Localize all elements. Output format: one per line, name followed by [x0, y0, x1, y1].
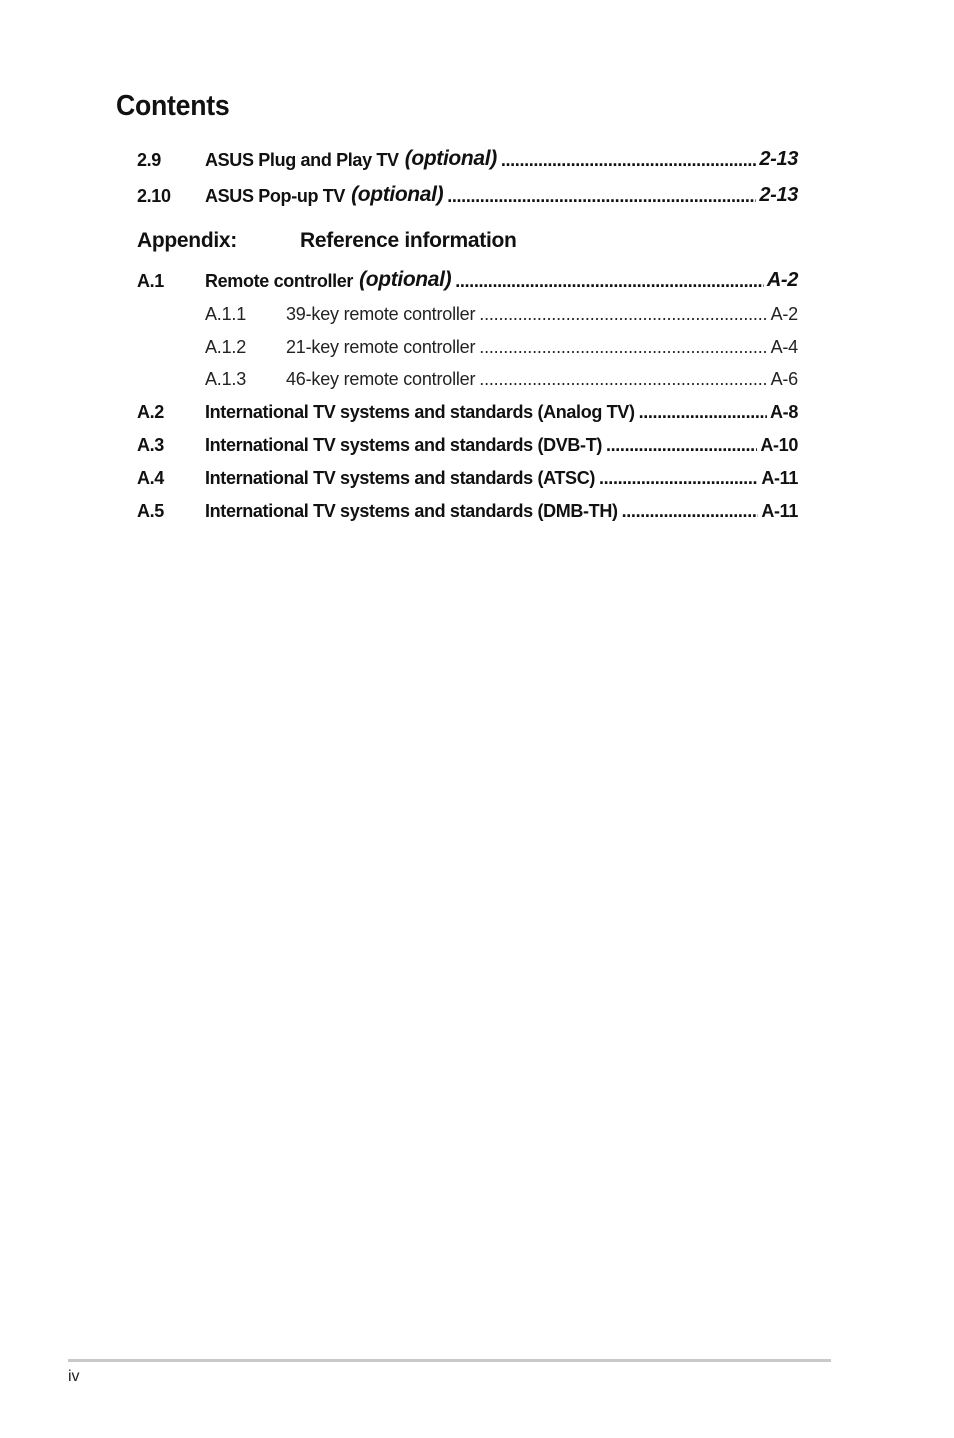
toc-number: A.1.3 [205, 369, 247, 389]
toc-leader [501, 150, 757, 171]
page-title: Contents [116, 90, 230, 122]
toc-page: A-11 [761, 468, 798, 488]
toc-number: A.1.2 [205, 337, 247, 357]
toc-page: A-8 [770, 402, 798, 422]
toc-leader [479, 304, 767, 325]
toc-leader [606, 435, 757, 456]
toc-number: A.1.1 [205, 304, 247, 324]
toc-text: 39-key remote controller [286, 304, 476, 324]
toc-text: ASUS Plug and Play TV [205, 150, 399, 170]
toc-entry-a-1-1[interactable] [205, 299, 798, 325]
toc-optional: (optional) [404, 147, 497, 170]
toc-page: A-2 [766, 269, 798, 291]
toc-entry-2-9[interactable] [137, 145, 798, 171]
toc-entry-a-2[interactable] [137, 397, 798, 423]
footer-divider [68, 1359, 831, 1362]
toc-entry-a-5[interactable] [137, 496, 798, 522]
toc-number: A.5 [137, 501, 164, 521]
appendix-label: Appendix: [137, 229, 237, 252]
toc-leader [479, 337, 767, 358]
appendix-heading [137, 229, 517, 253]
toc-entry-a-3[interactable] [137, 430, 798, 456]
toc-leader [639, 402, 767, 423]
toc-text: International TV systems and standards (Analog TV) [205, 402, 635, 422]
appendix-title: Reference information [300, 229, 517, 252]
toc-page: A-11 [761, 501, 798, 521]
toc-number: 2.9 [137, 150, 161, 170]
toc-entry-a-1[interactable] [137, 266, 798, 292]
toc-number: A.1 [137, 271, 164, 291]
toc-number: 2.10 [137, 186, 171, 206]
toc-leader [455, 271, 764, 292]
toc-number: A.4 [137, 468, 164, 488]
toc-text: International TV systems and standards (DVB-T) [205, 435, 602, 455]
toc-page: A-6 [770, 369, 798, 389]
toc-text: 21-key remote controller [286, 337, 476, 357]
footer-page-number: iv [68, 1368, 80, 1385]
toc-text: Remote controller [205, 271, 354, 291]
toc-entry-2-10[interactable] [137, 181, 798, 207]
toc-text: 46-key remote controller [286, 369, 476, 389]
toc-text: ASUS Pop-up TV [205, 186, 346, 206]
toc-entry-a-1-3[interactable] [205, 364, 798, 390]
toc-optional: (optional) [359, 268, 452, 291]
toc-number: A.3 [137, 435, 164, 455]
toc-page: A-2 [770, 304, 798, 324]
toc-optional: (optional) [351, 183, 444, 206]
toc-page: 2-13 [759, 184, 798, 206]
toc-leader [479, 369, 767, 390]
toc-number: A.2 [137, 402, 164, 422]
toc-entry-a-4[interactable] [137, 463, 798, 489]
toc-text: International TV systems and standards (ATSC) [205, 468, 595, 488]
toc-text: International TV systems and standards (DMB-TH) [205, 501, 618, 521]
toc-entry-a-1-2[interactable] [205, 332, 798, 358]
toc-page: A-10 [760, 435, 798, 455]
toc-leader [447, 186, 756, 207]
toc-page: A-4 [770, 337, 798, 357]
toc-page: 2-13 [759, 148, 798, 170]
toc-leader [622, 501, 759, 522]
toc-leader [599, 468, 758, 489]
